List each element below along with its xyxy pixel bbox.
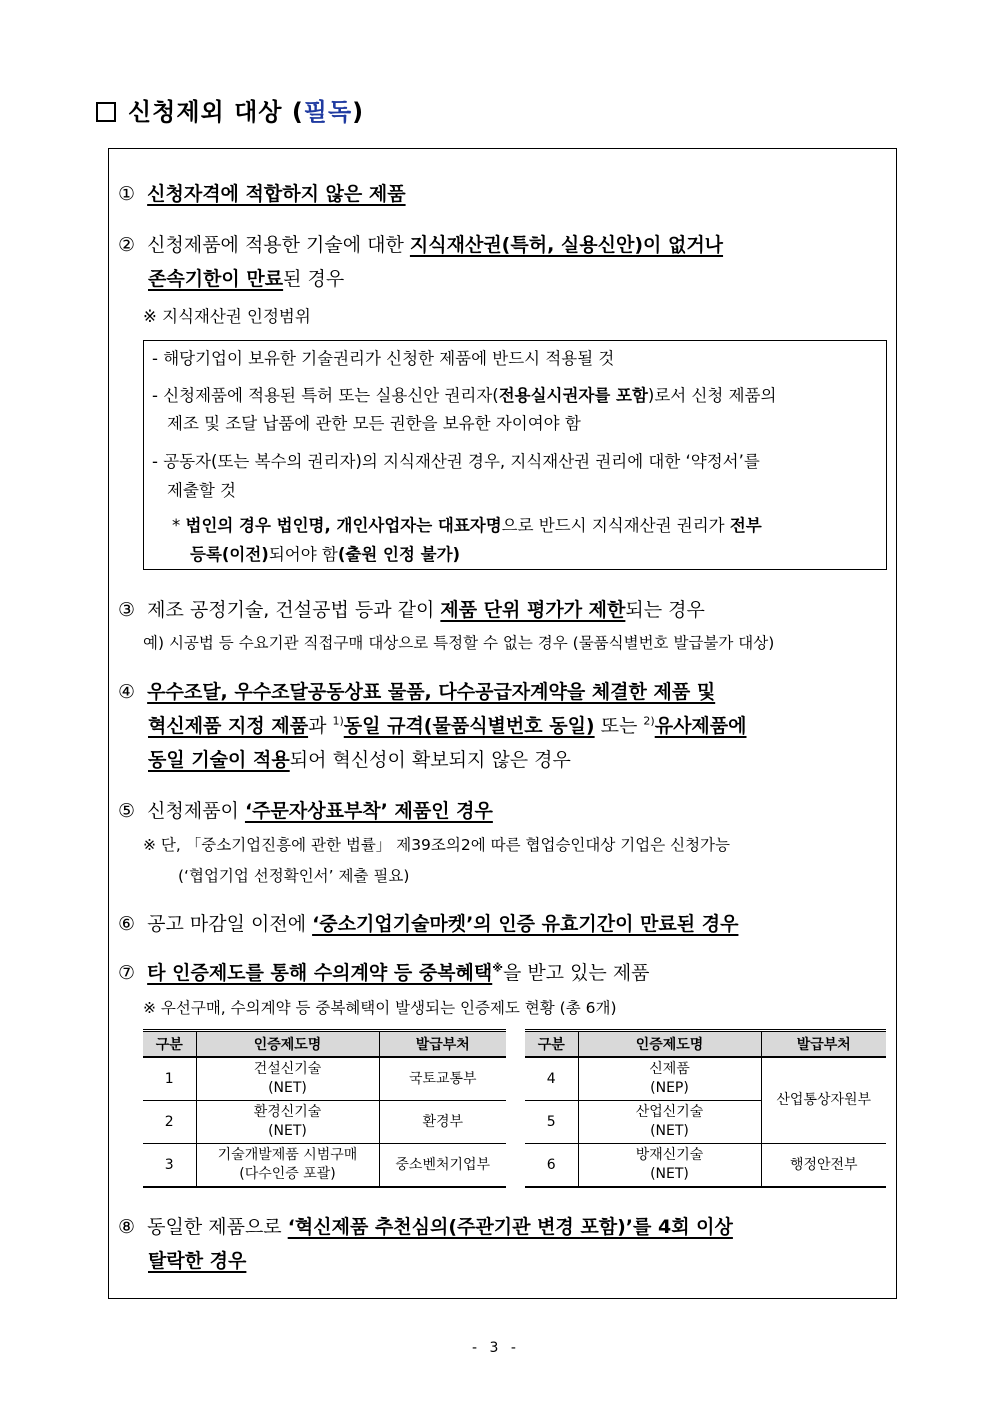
table-header-row: 구분 인증제도명 발급부처 [143,1031,506,1058]
scope-star-note-cont: 등록(이전)되어야 함(출원 인정 불가) [190,545,461,564]
scope-bullet-3: - 공동자(또는 복수의 권리자)의 지식재산권 경우, 지식재산권 권리에 대한 ‘약정서’를 [152,452,760,471]
table-header-row: 구분 인증제도명 발급부처 [525,1031,886,1058]
item-1-text: 신청자격에 적합하지 않은 제품 [147,183,406,205]
item-4-line-3: 동일 기술이 적용되어 혁신성이 확보되지 않은 경우 [148,749,571,771]
item-7-note: ※ 우선구매, 수의계약 등 중복혜택이 발생되는 인증제도 현황 (총 6개) [143,999,617,1017]
item-5-note-cont: (‘협업기업 선정확인서’ 제출 필요) [178,867,410,885]
item-1: ① 신청자격에 적합하지 않은 제품 [118,183,406,205]
item-3: ③ 제조 공정기술, 건설공법 등과 같이 제품 단위 평가가 제한되는 경우 [118,599,705,621]
page-number: - 3 - [472,1340,520,1356]
scope-star-note: * 법인의 경우 법인명, 개인사업자는 대표자명으로 반드시 지식재산권 권리가 전부 [172,516,762,535]
table-row: 2 환경신기술 (NET) 환경부 [143,1101,506,1144]
scope-bullet-2-cont: 제조 및 조달 납품에 관한 모든 권한을 보유한 자이여야 함 [167,414,581,433]
checkbox-square-icon [96,102,116,122]
item-2-note: ※ 지식재산권 인정범위 [143,307,311,326]
title-emphasis: 필독 [303,98,353,126]
table-row: 3 기술개발제품 시범구매 (다수인증 포괄) 중소벤처기업부 [143,1144,506,1188]
section-title: 신청제외 대상 (필독) [96,92,364,127]
scope-bullet-3-cont: 제출할 것 [167,481,237,500]
item-8: ⑧ 동일한 제품으로 ‘혁신제품 추천심의(주관기관 변경 포함)’를 4회 이상 [118,1216,733,1238]
item-8-cont: 탈락한 경우 [148,1250,247,1272]
item-4: ④ 우수조달, 우수조달공동상표 물품, 다수공급자계약을 체결한 제품 및 [118,681,716,703]
item-4-line-2: 혁신제품 지정 제품과 $^{1)}$동일 규격(물품식별번호 동일) 또는 $^{2)}$유사제품에 [148,714,747,737]
table-row: 5 산업신기술 (NET) [525,1101,886,1144]
cert-table-right [525,1029,886,1188]
table-row: 1 건설신기술 (NET) 국토교통부 [143,1057,506,1101]
item-5: ⑤ 신청제품이 ‘주문자상표부착’ 제품인 경우 [118,800,493,822]
item-5-note: ※ 단, 「중소기업진흥에 관한 법률」 제39조의2에 따른 협업승인대상 기업은 신청가능 [143,836,731,854]
scope-bullet-1: - 해당기업이 보유한 기술권리가 신청한 제품에 반드시 적용될 것 [152,349,615,368]
table-row: 6 방재신기술 (NET) 행정안전부 [525,1144,886,1188]
item-3-example: 예) 시공법 등 수요기관 직접구매 대상으로 특정할 수 없는 경우 (물품식별번호 발급불가 대상) [143,634,775,652]
table-row: 4 신제품 (NEP) 산업통상자원부 [525,1057,886,1101]
item-6: ⑥ 공고 마감일 이전에 ‘중소기업기술마켓’의 인증 유효기간이 만료된 경우 [118,913,739,935]
cert-table-left [143,1029,506,1188]
item-2-cont: 존속기한이 만료된 경우 [148,268,345,290]
item-2: ② 신청제품에 적용한 기술에 대한 지식재산권(특허, 실용신안)이 없거나 [118,234,724,256]
scope-bullet-2: - 신청제품에 적용된 특허 또는 실용신안 권리자(전용실시권자를 포함)로서 신청 제품의 [152,386,777,405]
item-7: ⑦ 타 인증제도를 통해 수의계약 등 중복혜택※을 받고 있는 제품 [118,961,650,984]
